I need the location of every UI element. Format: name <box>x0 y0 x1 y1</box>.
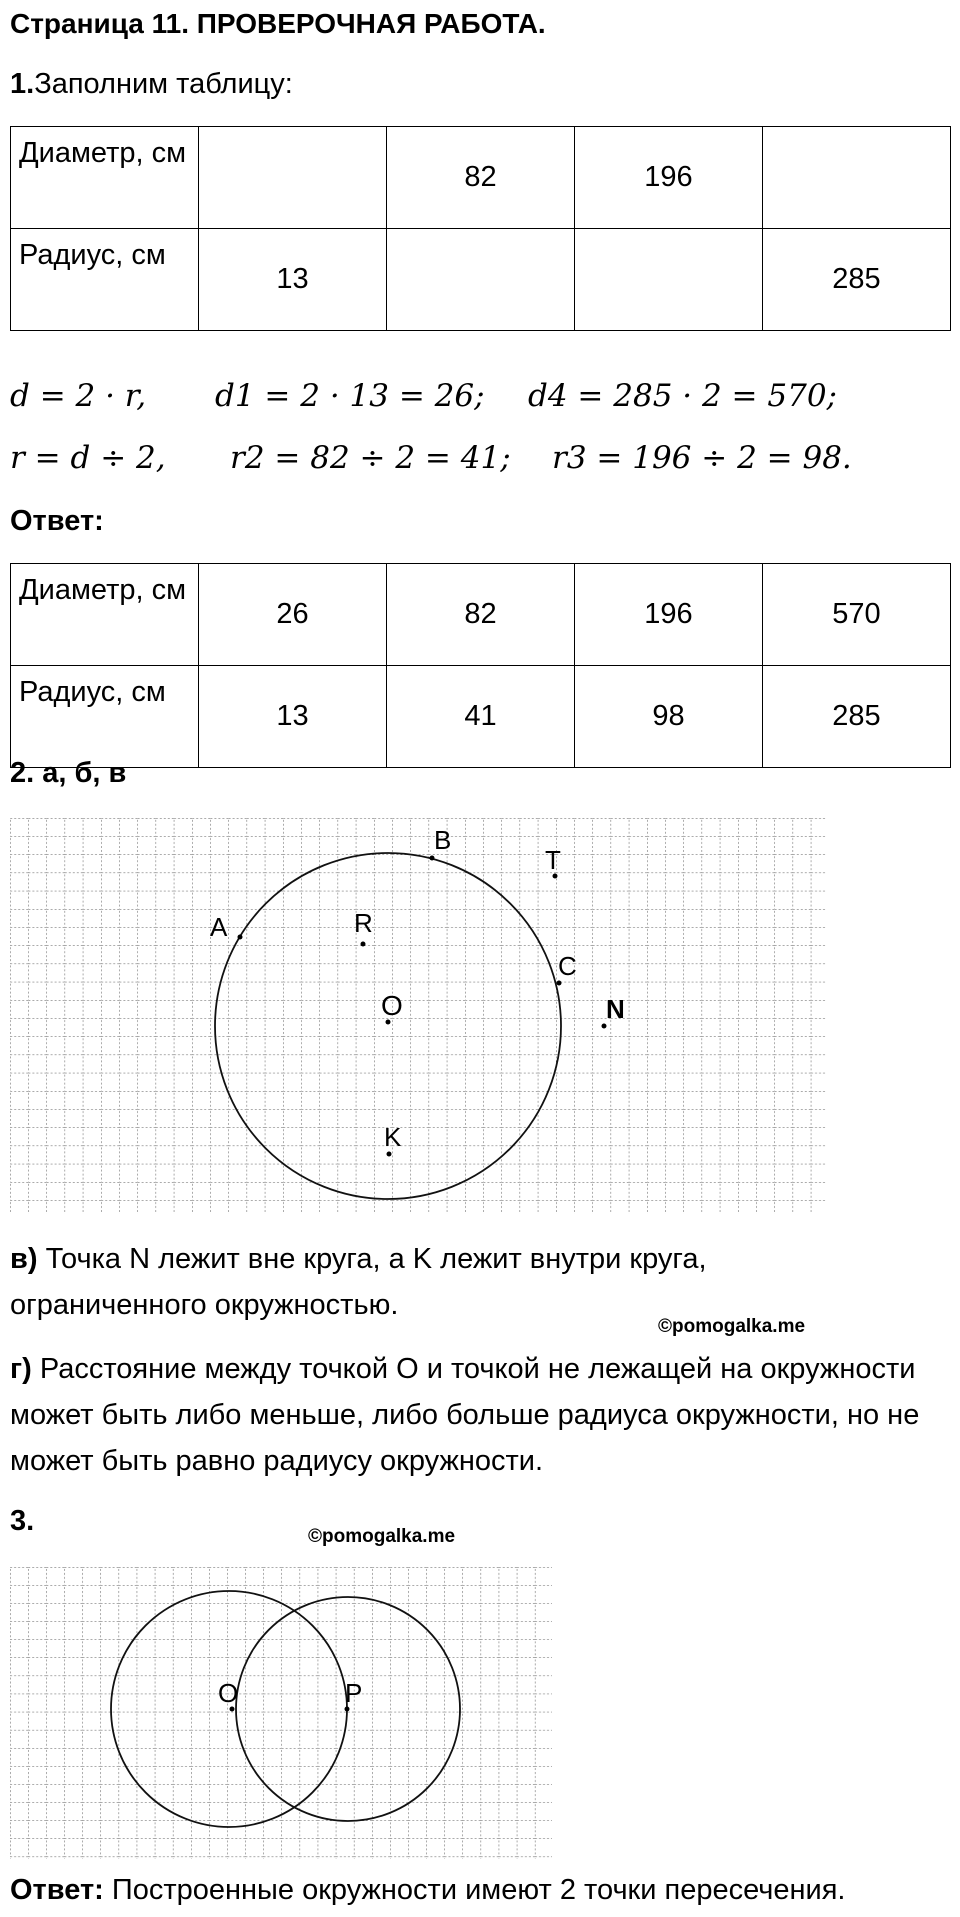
table-cell: 98 <box>575 666 763 768</box>
table-cell: 26 <box>199 564 387 666</box>
task1-intro <box>10 68 293 101</box>
answer-heading: Ответ: <box>10 505 104 537</box>
formula-r: r = d ÷ 2, <box>10 440 166 476</box>
point-O <box>218 1678 238 1712</box>
task1-text: Заполним таблицу: <box>34 68 293 100</box>
table-cell: 285 <box>763 229 951 331</box>
watermark: ©pomogalka.me <box>658 1316 806 1337</box>
row-label-diameter: Диаметр, см <box>11 127 199 229</box>
formula-d4: d4 = 285 · 2 = 570; <box>528 378 838 414</box>
svg-text:N: N <box>606 994 625 1024</box>
table-cell <box>575 229 763 331</box>
formula-r3: r3 = 196 ÷ 2 = 98. <box>552 440 852 476</box>
row-label-radius: Радиус, см <box>11 229 199 331</box>
table-cell: 570 <box>763 564 951 666</box>
svg-text:B: B <box>434 825 452 855</box>
table-cell: 13 <box>199 229 387 331</box>
row-label-radius: Радиус, см <box>11 666 199 768</box>
task3-heading: 3. <box>10 1505 35 1537</box>
table-row <box>11 127 951 229</box>
formula-r2: r2 = 82 ÷ 2 = 41; <box>230 440 511 476</box>
task3-answer <box>10 1874 845 1907</box>
table-cell: 82 <box>387 564 575 666</box>
table-cell <box>763 127 951 229</box>
table-cell: 196 <box>575 127 763 229</box>
point-O <box>381 990 403 1025</box>
svg-text:C: C <box>558 951 577 981</box>
svg-text:P: P <box>345 1678 363 1708</box>
point-P <box>345 1678 363 1712</box>
task3-answer-text: Построенные окружности имеют 2 точки пересечения. <box>111 1874 846 1906</box>
formula-d: d = 2 · r, <box>10 378 147 414</box>
formula-d1: d1 = 2 · 13 = 26; <box>215 378 485 414</box>
point-C <box>557 951 577 986</box>
table-row <box>11 229 951 331</box>
task2-heading: 2. а, б, в <box>10 757 127 789</box>
task2-v <box>10 1236 770 1328</box>
table-cell: 196 <box>575 564 763 666</box>
svg-text:O: O <box>218 1678 239 1708</box>
svg-text:K: K <box>384 1122 402 1152</box>
question-table <box>10 126 951 331</box>
page-title: Страница 11. ПРОВЕРОЧНАЯ РАБОТА. <box>10 8 546 39</box>
table-cell: 82 <box>387 127 575 229</box>
table-row <box>11 564 951 666</box>
table-row <box>11 666 951 768</box>
answer-table <box>10 563 951 768</box>
task3-figure <box>10 1567 552 1859</box>
watermark: ©pomogalka.me <box>308 1526 456 1547</box>
svg-text:A: A <box>210 912 228 942</box>
task2-v-text: Точка N лежит вне круга, а K лежит внутри круга, ограниченного окружностью. <box>10 1243 707 1321</box>
task3-answer-label: Ответ: <box>10 1874 104 1906</box>
table-cell: 41 <box>387 666 575 768</box>
task2-g-label: г) <box>10 1353 32 1385</box>
svg-text:R: R <box>354 908 373 938</box>
task2-g-text: Расстояние между точкой О и точкой не лежащей на окружности может быть либо меньше, либо больше радиуса окружности, но не может быть равно радиусу окружности. <box>10 1353 920 1477</box>
table-cell <box>387 229 575 331</box>
grid-paper <box>10 818 826 1214</box>
task2-g <box>10 1346 955 1484</box>
task1-number: 1. <box>10 68 35 100</box>
task2-figure <box>10 818 826 1214</box>
table-cell <box>199 127 387 229</box>
svg-text:O: O <box>381 990 403 1021</box>
table-cell: 13 <box>199 666 387 768</box>
task2-v-label: в) <box>10 1243 38 1275</box>
point-K <box>384 1122 402 1157</box>
point-T <box>545 845 561 879</box>
svg-text:T: T <box>545 845 561 875</box>
row-label-diameter: Диаметр, см <box>11 564 199 666</box>
table-cell: 285 <box>763 666 951 768</box>
